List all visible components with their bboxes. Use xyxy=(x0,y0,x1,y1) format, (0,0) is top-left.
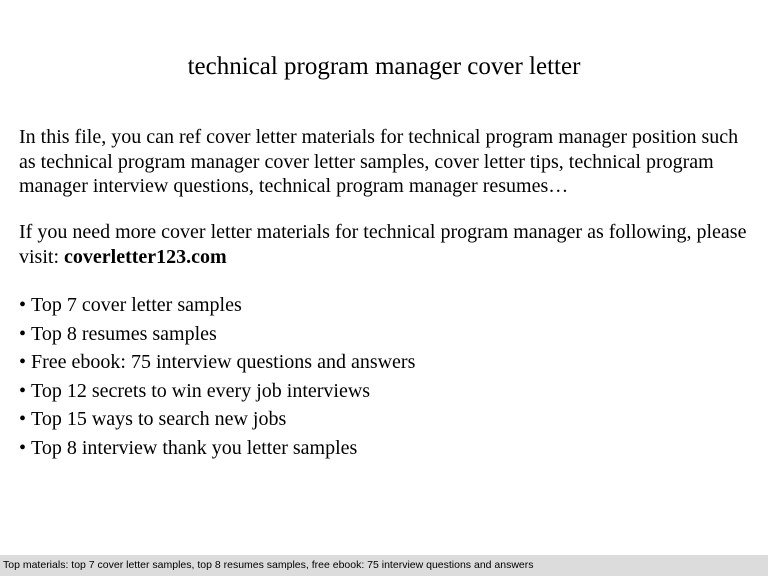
list-item-label: Top 8 resumes samples xyxy=(31,322,217,345)
footer-bar xyxy=(0,555,768,576)
bullet-icon: • xyxy=(19,408,27,431)
more-info-paragraph xyxy=(19,220,754,269)
list-item xyxy=(19,320,415,349)
list-item xyxy=(19,377,415,406)
list-item-label: Top 12 secrets to win every job interviews xyxy=(31,379,371,402)
materials-list xyxy=(19,291,415,463)
list-item xyxy=(19,348,415,377)
list-item-label: Top 15 ways to search new jobs xyxy=(31,408,287,431)
list-item-label: Free ebook: 75 interview questions and answers xyxy=(31,351,416,374)
bullet-icon: • xyxy=(19,294,27,316)
list-item-label: Top 7 cover letter samples xyxy=(31,294,242,316)
intro-paragraph: In this file, you can ref cover letter materials for technical program manager position such as technical program manager cover letter samples, cover letter tips, technical program manager interview questions, technical program manager resumes… xyxy=(19,126,739,197)
bullet-icon: • xyxy=(19,322,27,345)
website-link[interactable]: coverletter123.com xyxy=(64,245,227,268)
bullet-icon: • xyxy=(19,351,27,374)
footer-text: Top materials: top 7 cover letter samples, top 8 resumes samples, free ebook: 75 interview questions and answers xyxy=(3,559,534,571)
list-item xyxy=(19,405,415,434)
list-item-label: Top 8 interview thank you letter samples xyxy=(31,436,358,459)
bullet-icon: • xyxy=(19,379,27,402)
list-item xyxy=(19,434,415,463)
page-title: technical program manager cover letter xyxy=(187,53,581,80)
list-item xyxy=(19,291,415,320)
more-info-text: If you need more cover letter materials for technical program manager as following, please visit: xyxy=(19,221,747,268)
bullet-icon: • xyxy=(19,436,27,459)
